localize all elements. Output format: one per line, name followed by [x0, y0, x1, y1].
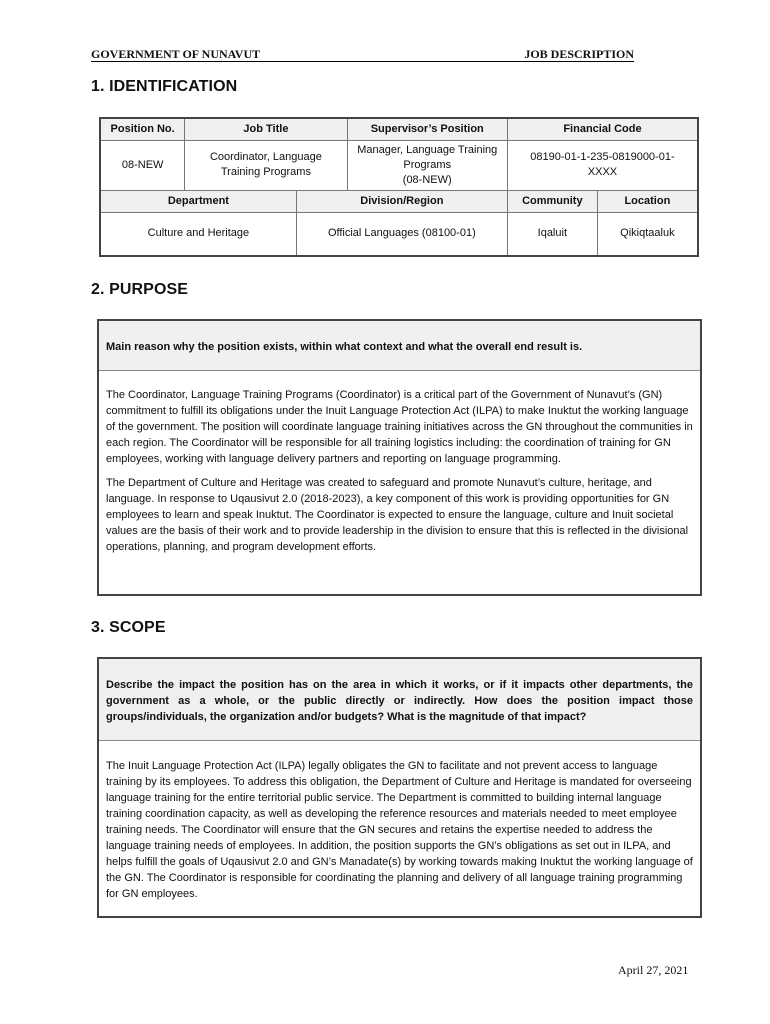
section-heading-identification: 1. IDENTIFICATION [91, 78, 238, 95]
header-financial-code: Financial Code [507, 118, 698, 140]
location-value: Qikiqtaaluk [597, 212, 698, 256]
scope-box [97, 657, 702, 918]
section-heading-purpose: 2. PURPOSE [91, 281, 189, 298]
purpose-paragraph: The Department of Culture and Heritage was created to safeguard and promote Nunavut’s culture, heritage, and language. In response to Uqausivut 2.0 (2018-2023), a key component of this work is providing opportunities for GN employees to learn and speak Inuktut. The Coordinator is expected to ensure the language, culture and Inuit societal values are the basis of their work and to provide leadership in the division to ensure that this is reflected in the divisional operations, planning, and program development efforts. [106, 477, 689, 553]
header-department: Department [100, 190, 296, 212]
table-header-row [100, 118, 698, 140]
scope-question: Describe the impact the position has on the area in which it works, or if it impacts other departments, the government as a whole, or the public directly or indirectly. How does the position impact those groups/individuals, the organization and/or budgets? What is the magnitude of that impact? [99, 659, 700, 741]
scope-answer [99, 741, 700, 902]
header-organization: GOVERNMENT OF NUNAVUT [91, 47, 261, 61]
purpose-box [97, 319, 702, 596]
table-header-row [100, 190, 698, 212]
purpose-paragraph: The Coordinator, Language Training Programs (Coordinator) is a critical part of the Government of Nunavut’s (GN) commitment to fulfill its obligations under the Inuit Language Protection Act (ILPA) to make Inuktut the working language of the government. The position will coordinate language training initiatives across the GN throughout the communities in each region. The Coordinator will be responsible for all training logistics including: the coordination of training for GN employees, working with language delivery partners and reporting on language programming. [106, 389, 693, 465]
supervisor-line-1: Manager, Language Training [357, 143, 498, 156]
community-value: Iqaluit [507, 212, 597, 256]
header-job-title: Job Title [185, 118, 347, 140]
document-date: April 27, 2021 [618, 963, 689, 977]
scope-paragraph: The Inuit Language Protection Act (ILPA) legally obligates the GN to facilitate and not prevent access to language training by its employees. To address this obligation, the Department of Culture and Heritage is mandated for overseeing language training for the entire territorial public service. The Department is committed to building internal language training coordination capacity, as well as developing the reference resources and materials needed to meet employee training needs. The Coordinator will ensure that the GN secures and retains the expertise needed to address the language training needs of employees. In addition, the position supports the GN’s obligations as set out in ILPA, and helps fulfill the goals of Uqausivut 2.0 and GN’s Manadate(s) by working towards making Inuktut the working language of the GN. The Coordinator is responsible for coordinating the planning and delivery of all language training programming for GN employees. [106, 760, 693, 900]
header-division-region: Division/Region [296, 190, 507, 212]
purpose-answer [99, 371, 700, 555]
table-row [100, 140, 698, 190]
financial-code-value: 08190-01-1-235-0819000-01-XXXX [507, 140, 698, 190]
job-title-value: Coordinator, Language Training Programs [185, 140, 347, 190]
header-supervisor-position: Supervisor’s Position [347, 118, 507, 140]
purpose-question: Main reason why the position exists, within what context and what the overall end result is. [99, 321, 700, 371]
header-community: Community [507, 190, 597, 212]
department-value: Culture and Heritage [100, 212, 296, 256]
division-region-value: Official Languages (08100-01) [296, 212, 507, 256]
page-header [91, 47, 634, 62]
supervisor-line-2: Programs [403, 158, 452, 171]
header-location: Location [597, 190, 698, 212]
identification-table [99, 117, 699, 257]
table-row [100, 212, 698, 256]
section-heading-scope: 3. SCOPE [91, 619, 166, 636]
header-position-no: Position No. [100, 118, 185, 140]
supervisor-line-3: (08-NEW) [402, 173, 452, 186]
header-document-type: JOB DESCRIPTION [524, 47, 634, 61]
supervisor-position-value [347, 140, 507, 190]
position-no-value: 08-NEW [100, 140, 185, 190]
